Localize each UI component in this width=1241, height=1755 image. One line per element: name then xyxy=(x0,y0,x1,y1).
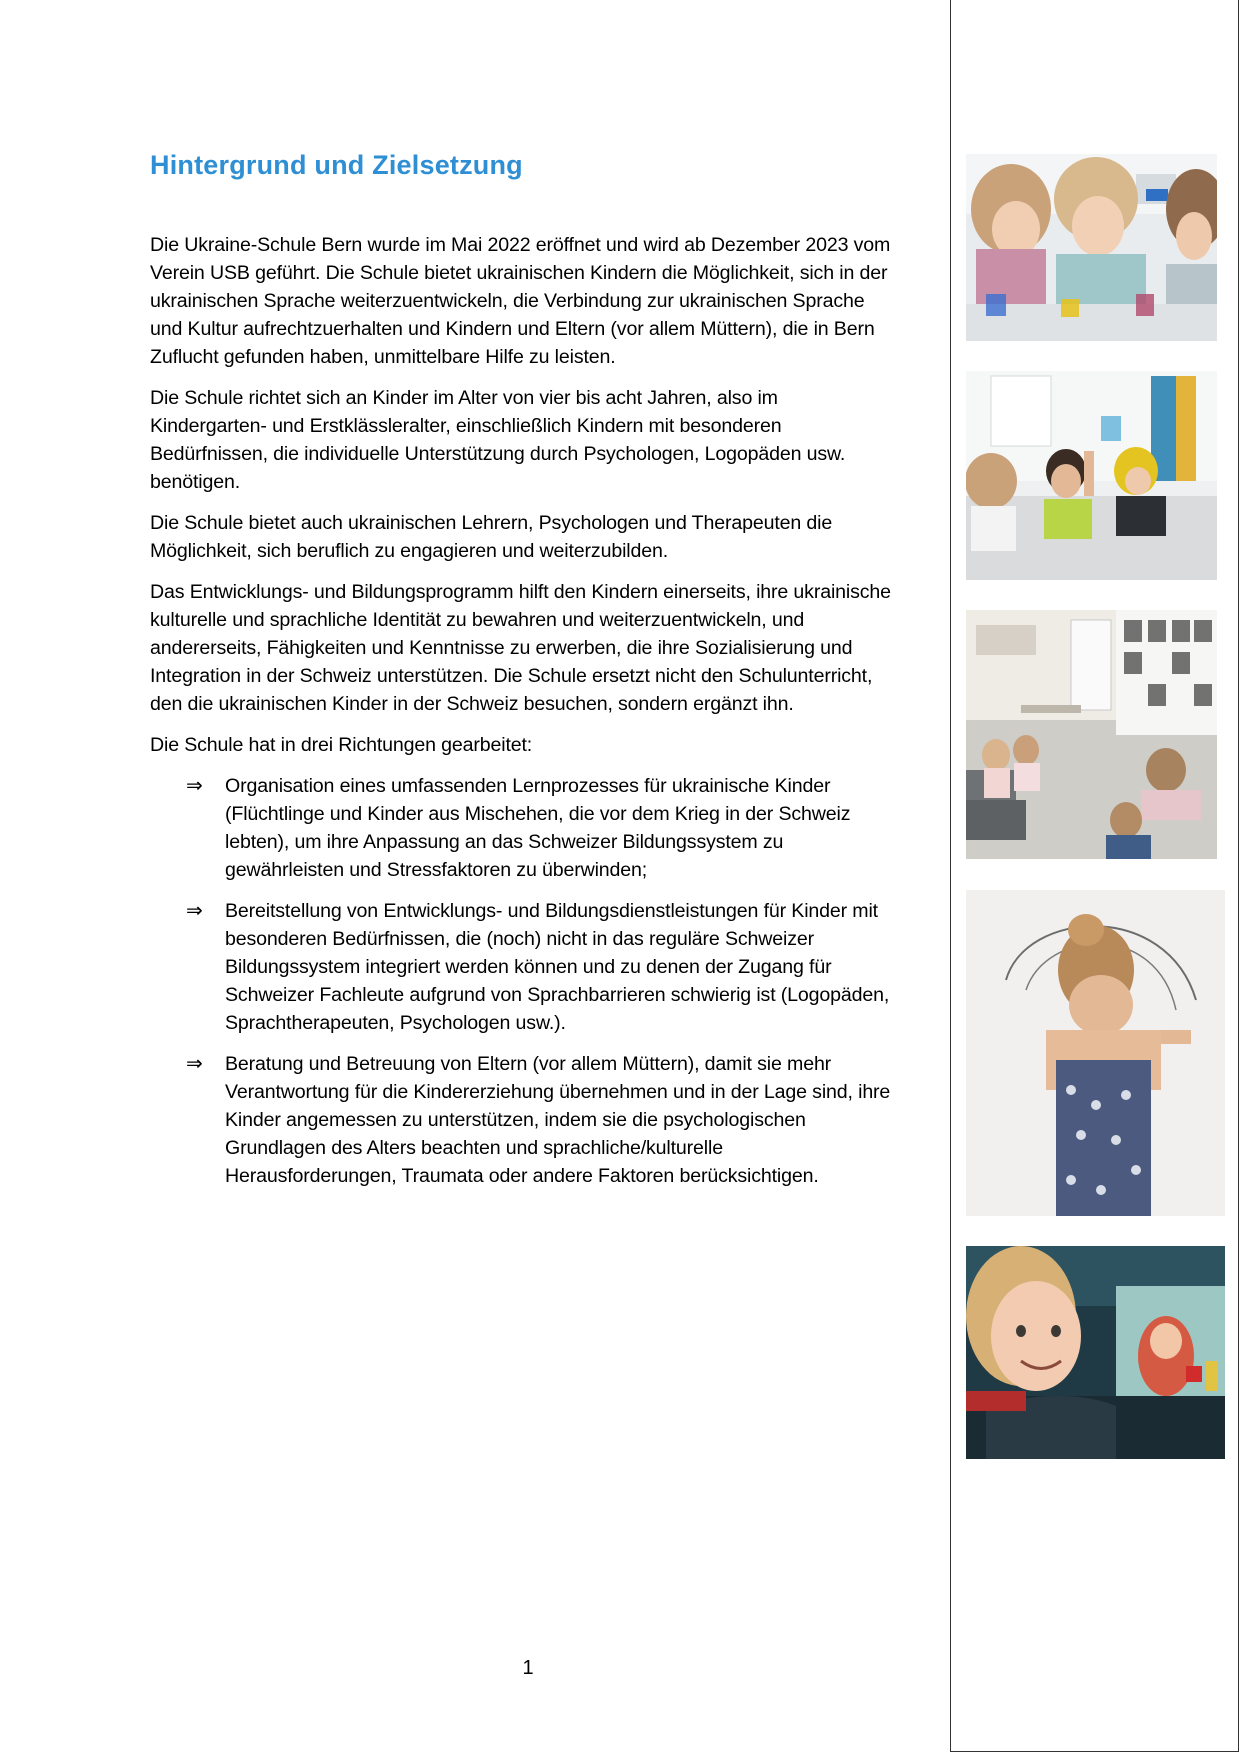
double-arrow-icon: ⇒ xyxy=(186,1053,203,1075)
list-item-text: Organisation eines umfassenden Lernprozesses für ukrainische Kinder (Flüchtlinge und Kinder aus Mischehen, die vor dem Krieg in der Schweiz lebten), um ihre Anpassung an das Schweizer Bildungssystem zu gewährleisten und Stressfaktoren zu überwinden; xyxy=(225,775,851,881)
paragraph: Die Schule bietet auch ukrainischen Lehrern, Psychologen und Therapeuten die Möglichkeit, sich beruflich zu engagieren und weiterzubilden. xyxy=(150,512,833,562)
body-text xyxy=(150,231,892,1203)
list-item-text: Beratung und Betreuung von Eltern (vor allem Müttern), damit sie mehr Verantwortung für die Kindererziehung übernehmen und in der Lage sind, ihre Kinder angemessen zu unterstützen, indem sie die psychologischen Grundlagen des Alters beachten und sprachliche/kulturelle Herausforderungen, Traumata oder andere Faktoren berücksichtigen. xyxy=(225,1053,891,1187)
photo-smiling-girl xyxy=(966,1246,1225,1459)
paragraph: Die Ukraine-Schule Bern wurde im Mai 2022 eröffnet und wird ab Dezember 2023 vom Verein USB geführt. Die Schule bietet ukrainischen Kindern die Möglichkeit, sich in der ukrainischen Sprache weiterzuentwickeln, die Verbindung zur ukrainischen Sprache und Kultur aufrechtzuerhalten und Kindern und Eltern (vor allem Müttern), die in Bern Zuflucht gefunden haben, unmittelbare Hilfe zu leisten. xyxy=(150,234,891,368)
photo-girl-drawing xyxy=(966,890,1225,1216)
double-arrow-icon: ⇒ xyxy=(186,900,203,922)
list-item-text: Bereitstellung von Entwicklungs- und Bildungsdienstleistungen für Kinder mit besonderen Bedürfnissen, die (noch) nicht in das reguläre Schweizer Bildungssystem integriert werden können und zu denen der Zugang für Schweizer Fachleute aufgrund von Sprachbarrieren schwierig ist (Logopäden, Sprachtherapeuten, Psychologen usw.). xyxy=(225,900,890,1034)
paragraph: Die Schule hat in drei Richtungen gearbeitet: xyxy=(150,734,533,756)
photo-children-raising-hands xyxy=(966,371,1217,580)
section-heading: Hintergrund und Zielsetzung xyxy=(150,150,523,180)
list-item xyxy=(150,897,892,1037)
photo-classroom-floor xyxy=(966,610,1217,859)
bullet-list xyxy=(150,772,892,1190)
list-item xyxy=(150,1050,892,1190)
list-item xyxy=(150,772,892,884)
double-arrow-icon: ⇒ xyxy=(186,775,203,797)
paragraph: Die Schule richtet sich an Kinder im Alter von vier bis acht Jahren, also im Kindergarten- und Erstklässleralter, einschließlich Kindern mit besonderen Bedürfnissen, die individuelle Unterstützung durch Psychologen, Logopäden usw. benötigen. xyxy=(150,387,846,493)
photo-children-experiment xyxy=(966,154,1217,341)
paragraph: Das Entwicklungs- und Bildungsprogramm hilft den Kindern einerseits, ihre ukrainische kulturelle und sprachliche Identität zu bewahren und weiterzuentwickeln, und andererseits, Fähigkeiten und Kenntnisse zu erwerben, die ihre Sozialisierung und Integration in der Schweiz unterstützen. Die Schule ersetzt nicht den Schulunterricht, den die ukrainischen Kinder in der Schweiz besuchen, sondern ergänzt ihn. xyxy=(150,581,891,715)
page-number: 1 xyxy=(522,1657,534,1679)
